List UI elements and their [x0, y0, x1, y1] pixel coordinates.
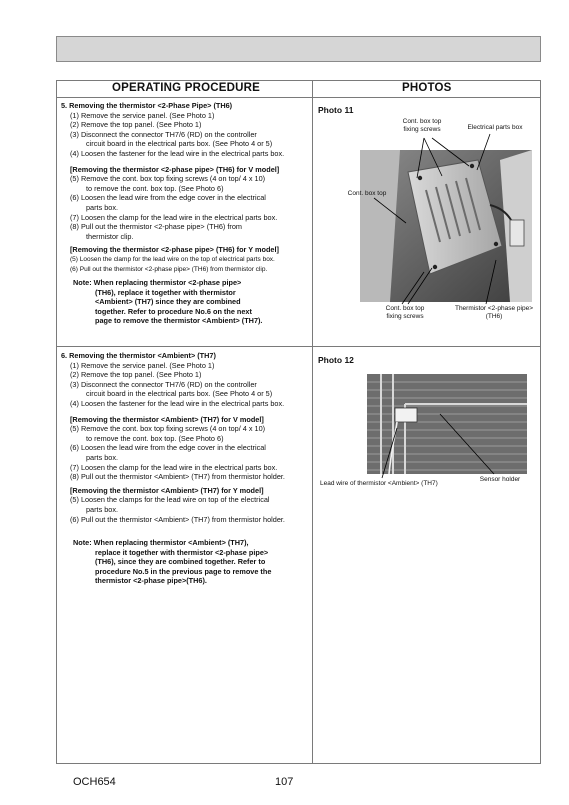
photo-11-leader-lines	[312, 100, 541, 330]
section-6-step: (3) Disconnect the connector TH7/6 (RD) on the controller	[70, 379, 257, 389]
section-5-v-step: (8) Pull out the thermistor <2-phase pipe> (TH6) from	[70, 222, 242, 232]
footer-page-number: 107	[275, 776, 294, 788]
section-5-note	[61, 278, 311, 326]
section-5-v-title: [Removing the thermistor <2-phase pipe> (TH6) for V model]	[70, 164, 280, 174]
section-6-step: (1) Remove the service panel. (See Photo 1)	[70, 360, 215, 370]
label-sensor-holder: Sensor holder	[479, 476, 521, 483]
section-5	[61, 101, 311, 326]
section-5-v-step: (6) Loosen the lead wire from the edge cover in the electrical	[70, 193, 266, 203]
note-line: together. Refer to procedure No.6 on the next	[95, 306, 252, 316]
section-5-v-step: (7) Loosen the clamp for the lead wire in the electrical parts box.	[70, 212, 278, 222]
label-fixing-screws-top: Cont. box top fixing screws	[402, 118, 442, 133]
section-5-v-step: (5) Remove the cont. box top fixing screws (4 on top/ 4 x 10)	[70, 174, 266, 184]
photos-heading: PHOTOS	[402, 82, 452, 94]
note-line: <Ambient> (TH7) since they are combined	[95, 297, 241, 307]
section-6	[61, 351, 311, 586]
label-cont-box-top: Cont. box top	[347, 190, 387, 197]
section-5-step: circuit board in the electrical parts box. (See Photo 4 or 5)	[86, 139, 273, 149]
section-6-y-step: parts box.	[86, 504, 119, 514]
section-6-y-title: [Removing the thermistor <Ambient> (TH7) for Y model]	[70, 485, 264, 495]
section-6-step: circuit board in the electrical parts box. (See Photo 4 or 5)	[86, 389, 273, 399]
footer-document-code: OCH654	[73, 776, 116, 788]
section-5-y-title: [Removing the thermistor <2-phase pipe> (TH6) for Y model]	[70, 245, 279, 255]
section-6-step: (4) Loosen the fastener for the lead wire in the electrical parts box.	[70, 398, 285, 408]
section-6-v-title: [Removing the thermistor <Ambient> (TH7) for V model]	[70, 414, 264, 424]
section-5-y-step: (5) Loosen the clamp for the lead wire on the top of electrical parts box.	[70, 255, 275, 263]
section-5-v-step: thermistor clip.	[86, 231, 134, 241]
note-line: (TH6), since they are combined together. Refer to	[95, 557, 266, 567]
note-line: page to remove the thermistor <Ambient> (TH7).	[95, 316, 263, 326]
section-6-note	[61, 538, 311, 586]
label-electrical-parts-box: Electrical parts box	[467, 124, 523, 131]
note-line: replace it together with thermistor <2-phase pipe>	[95, 547, 269, 557]
section-5-v-step: parts box.	[86, 202, 119, 212]
section-5-step: (2) Remove the top panel. (See Photo 1)	[70, 120, 202, 130]
photo-12-title: Photo 12	[318, 355, 354, 365]
section-6-v-step: to remove the cont. box top. (See Photo 6)	[86, 433, 224, 443]
section-5-step: (3) Disconnect the connector TH7/6 (RD) on the controller	[70, 129, 257, 139]
label-thermistor-th6: Thermistor <2-phase pipe> (TH6)	[454, 305, 534, 320]
label-fixing-screws-bottom: Cont. box top fixing screws	[385, 305, 425, 320]
note-line: thermistor <2-phase pipe>(TH6).	[95, 576, 207, 586]
section-5-v-step: to remove the cont. box top. (See Photo 6)	[86, 183, 224, 193]
photo-11-title: Photo 11	[318, 105, 354, 115]
section-6-v-step: (7) Loosen the clamp for the lead wire in the electrical parts box.	[70, 462, 278, 472]
section-5-y-step: (6) Pull out the thermistor <2-phase pipe> (TH6) from thermistor clip.	[70, 265, 268, 273]
section-6-v-step: (6) Loosen the lead wire from the edge cover in the electrical	[70, 443, 266, 453]
section-5-title: 5. Removing the thermistor <2-Phase Pipe> (TH6)	[61, 101, 233, 110]
header-divider	[56, 97, 541, 98]
section-6-v-step: (8) Pull out the thermistor <Ambient> (TH7) from thermistor holder.	[70, 472, 285, 482]
section-6-v-step: parts box.	[86, 452, 119, 462]
section-6-title: 6. Removing the thermistor <Ambient> (TH7)	[61, 351, 216, 360]
section-6-step: (2) Remove the top panel. (See Photo 1)	[70, 370, 202, 380]
section-6-y-step: (6) Pull out the thermistor <Ambient> (TH7) from thermistor holder.	[70, 514, 285, 524]
note-line: Note: When replacing thermistor <Ambient> (TH7),	[73, 538, 249, 548]
operating-procedure-heading: OPERATING PROCEDURE	[112, 82, 260, 94]
section-divider	[56, 346, 541, 347]
section-5-step: (4) Loosen the fastener for the lead wire in the electrical parts box.	[70, 148, 285, 158]
header-bar	[56, 36, 541, 62]
note-line: Note: When replacing thermistor <2-phase pipe>	[73, 278, 242, 288]
section-5-step: (1) Remove the service panel. (See Photo 1)	[70, 110, 215, 120]
label-lead-wire-th7: Lead wire of thermistor <Ambient> (TH7)	[320, 480, 438, 487]
note-line: procedure No.5 in the previous page to remove the	[95, 566, 272, 576]
section-6-y-step: (5) Loosen the clamps for the lead wire on top of the electrical	[70, 495, 270, 505]
section-6-v-step: (5) Remove the cont. box top fixing screws (4 on top/ 4 x 10)	[70, 424, 266, 434]
photo-12-leader-lines	[312, 370, 541, 490]
note-line: (TH6), replace it together with thermistor	[95, 287, 236, 297]
